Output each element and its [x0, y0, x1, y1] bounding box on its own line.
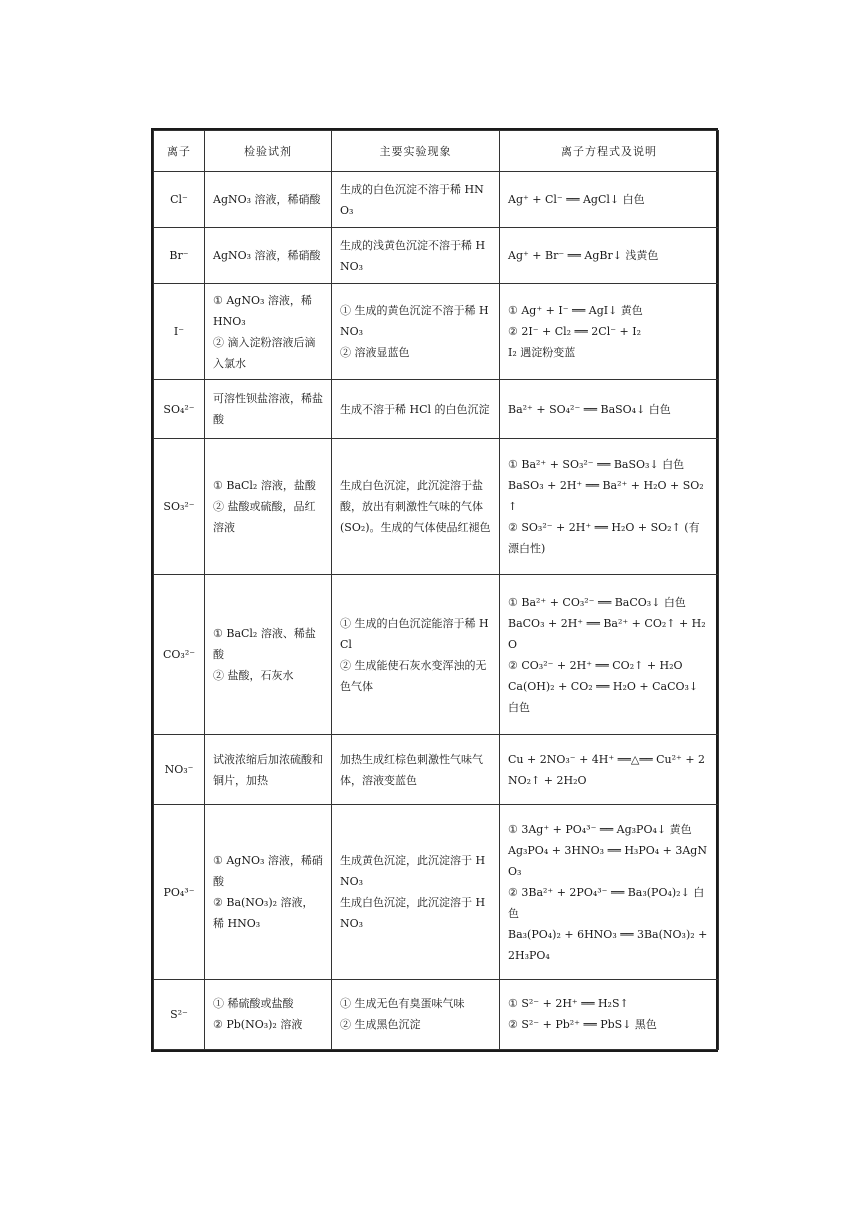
reagent-cell — [205, 805, 332, 979]
equation-cell — [500, 228, 719, 284]
phenomenon-line: 生成不溶于稀 HCl 的白色沉淀 — [340, 402, 490, 416]
reagent-line: ② Pb(NO₃)₂ 溶液 — [213, 1018, 303, 1032]
phenomenon-line: ② 生成黑色沉淀 — [340, 1018, 421, 1032]
ion-cell: NO₃⁻ — [154, 735, 205, 805]
phenomenon-cell — [332, 228, 500, 284]
phenomenon-cell — [332, 438, 500, 574]
equation-cell — [500, 284, 719, 380]
reagent-line: ① BaCl₂ 溶液、稀盐酸 — [213, 627, 316, 662]
phenomenon-cell — [332, 805, 500, 979]
equation-line: Ca(OH)₂ + CO₂ ══ H₂O + CaCO₃↓ 白色 — [508, 679, 702, 714]
reagent-line: ② 盐酸，石灰水 — [213, 669, 294, 683]
equation-line: Ba²⁺ + SO₄²⁻ ══ BaSO₄↓ 白色 — [508, 402, 671, 416]
ion-cell: CO₃²⁻ — [154, 574, 205, 734]
ion-cell: SO₄²⁻ — [154, 380, 205, 438]
ion-cell: Br⁻ — [154, 228, 205, 284]
header-equation: 离子方程式及说明 — [500, 131, 719, 172]
phenomenon-cell — [332, 574, 500, 734]
table-row — [154, 284, 719, 380]
phenomenon-line: ① 生成无色有臭蛋味气味 — [340, 997, 465, 1011]
table-row — [154, 380, 719, 438]
equation-cell — [500, 979, 719, 1049]
phenomenon-cell — [332, 735, 500, 805]
equation-cell — [500, 735, 719, 805]
reagent-line: AgNO₃ 溶液，稀硝酸 — [213, 249, 321, 263]
reagent-cell — [205, 228, 332, 284]
table-row — [154, 735, 719, 805]
ion-cell: SO₃²⁻ — [154, 438, 205, 574]
equation-line: Ag⁺ + Br⁻ ══ AgBr↓ 浅黄色 — [508, 249, 659, 263]
equation-line: ② 2I⁻ + Cl₂ ══ 2Cl⁻ + I₂ — [508, 325, 642, 339]
phenomenon-line: 生成白色沉淀，此沉淀溶于盐酸，放出有刺激性气味的气体(SO₂)。生成的气体使品红褪色 — [340, 478, 491, 534]
equation-line: ① Ba²⁺ + SO₃²⁻ ══ BaSO₃↓ 白色 — [508, 457, 685, 471]
header-row — [154, 131, 719, 172]
table-row — [154, 805, 719, 979]
table-row — [154, 438, 719, 574]
equation-line: ② SO₃²⁻ + 2H⁺ ══ H₂O + SO₂↑ (有漂白性) — [508, 520, 700, 555]
equation-line: Ag₃PO₄ + 3HNO₃ ══ H₃PO₄ + 3AgNO₃ — [508, 843, 707, 878]
header-reagent: 检验试剂 — [205, 131, 332, 172]
phenomenon-cell — [332, 380, 500, 438]
equation-line: ① Ag⁺ + I⁻ ══ AgI↓ 黄色 — [508, 304, 643, 318]
table-row — [154, 228, 719, 284]
reagent-line: 可溶性钡盐溶液，稀盐酸 — [213, 392, 323, 427]
phenomenon-line: ① 生成的白色沉淀能溶于稀 HCl — [340, 616, 489, 651]
reagent-line: ② Ba(NO₃)₂ 溶液，稀 HNO₃ — [213, 896, 314, 931]
equation-line: ② S²⁻ + Pb²⁺ ══ PbS↓ 黑色 — [508, 1018, 657, 1032]
equation-cell — [500, 574, 719, 734]
phenomenon-cell — [332, 284, 500, 380]
equation-cell — [500, 380, 719, 438]
reagent-line: ① AgNO₃ 溶液，稀 HNO₃ — [213, 293, 316, 328]
reagent-line: 试液浓缩后加浓硫酸和铜片，加热 — [213, 752, 323, 787]
reagent-line: ① BaCl₂ 溶液，盐酸 — [213, 478, 316, 492]
reagent-cell — [205, 380, 332, 438]
equation-line: BaSO₃ + 2H⁺ ══ Ba²⁺ + H₂O + SO₂↑ — [508, 478, 704, 513]
equation-line: Ag⁺ + Cl⁻ ══ AgCl↓ 白色 — [508, 193, 645, 207]
ion-test-table — [153, 130, 719, 1050]
reagent-line: ① 稀硫酸或盐酸 — [213, 997, 294, 1011]
phenomenon-line: ① 生成的黄色沉淀不溶于稀 HNO₃ — [340, 304, 489, 339]
table-row — [154, 574, 719, 734]
reagent-cell — [205, 438, 332, 574]
phenomenon-line: 生成的白色沉淀不溶于稀 HNO₃ — [340, 182, 484, 217]
equation-line: ① 3Ag⁺ + PO₄³⁻ ══ Ag₃PO₄↓ 黄色 — [508, 822, 692, 836]
reagent-line: AgNO₃ 溶液，稀硝酸 — [213, 193, 321, 207]
equation-line: BaCO₃ + 2H⁺ ══ Ba²⁺ + CO₂↑ + H₂O — [508, 616, 706, 651]
ion-cell: I⁻ — [154, 284, 205, 380]
reagent-cell — [205, 574, 332, 734]
phenomenon-line: ② 生成能使石灰水变浑浊的无色气体 — [340, 658, 487, 693]
ion-cell: Cl⁻ — [154, 172, 205, 228]
equation-cell — [500, 805, 719, 979]
phenomenon-cell — [332, 979, 500, 1049]
equation-cell — [500, 172, 719, 228]
reagent-cell — [205, 172, 332, 228]
equation-line: ② CO₃²⁻ + 2H⁺ ══ CO₂↑ + H₂O — [508, 658, 683, 672]
reagent-cell — [205, 979, 332, 1049]
equation-line: ① Ba²⁺ + CO₃²⁻ ══ BaCO₃↓ 白色 — [508, 595, 686, 609]
phenomenon-line: 生成黄色沉淀，此沉淀溶于 HNO₃ — [340, 854, 486, 889]
phenomenon-line: ② 溶液显蓝色 — [340, 346, 410, 360]
equation-line: ② 3Ba²⁺ + 2PO₄³⁻ ══ Ba₃(PO₄)₂↓ 白色 — [508, 885, 705, 920]
table-row — [154, 979, 719, 1049]
ion-test-table-frame — [151, 128, 718, 1052]
equation-line: Ba₃(PO₄)₂ + 6HNO₃ ══ 3Ba(NO₃)₂ + 2H₃PO₄ — [508, 927, 711, 962]
reagent-cell — [205, 284, 332, 380]
phenomenon-line: 生成的浅黄色沉淀不溶于稀 HNO₃ — [340, 238, 486, 273]
table-row — [154, 172, 719, 228]
ion-cell: S²⁻ — [154, 979, 205, 1049]
phenomenon-line: 生成白色沉淀，此沉淀溶于 HNO₃ — [340, 896, 486, 931]
equation-line: ① S²⁻ + 2H⁺ ══ H₂S↑ — [508, 997, 629, 1011]
ion-cell: PO₄³⁻ — [154, 805, 205, 979]
reagent-line: ② 盐酸或硫酸，品红溶液 — [213, 499, 316, 534]
header-phenomenon: 主要实验现象 — [332, 131, 500, 172]
equation-line: Cu + 2NO₃⁻ + 4H⁺ ══△══ Cu²⁺ + 2NO₂↑ + 2H₂O — [508, 752, 706, 787]
header-ion: 离子 — [154, 131, 205, 172]
phenomenon-line: 加热生成红棕色刺激性气味气体，溶液变蓝色 — [340, 752, 483, 787]
reagent-line: ② 滴入淀粉溶液后滴入氯水 — [213, 335, 316, 370]
reagent-line: ① AgNO₃ 溶液，稀硝酸 — [213, 854, 323, 889]
equation-cell — [500, 438, 719, 574]
equation-line: I₂ 遇淀粉变蓝 — [508, 346, 576, 360]
phenomenon-cell — [332, 172, 500, 228]
reagent-cell — [205, 735, 332, 805]
